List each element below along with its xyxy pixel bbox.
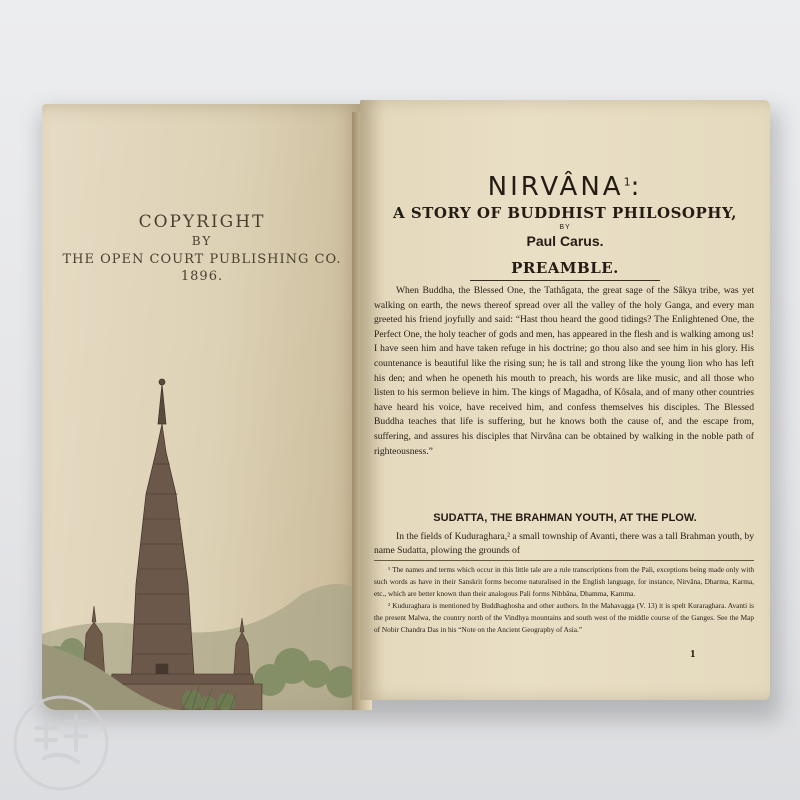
footnotes <box>374 564 754 636</box>
right-page <box>360 100 770 700</box>
title-colon: : <box>630 172 643 202</box>
section-paragraph: In the fields of Kuduraghara,² a small township of Avanti, there was a tall Brahman youth, by name Sudatta, plowing the grounds of <box>374 531 754 557</box>
preamble-paragraph: When Buddha, the Blessed One, the Tathâgata, the great sage of the Sâkya tribe, was yet walking on earth, the news thereof spread over all the valley of the holy Ganga, and every man greeted his friend joyfully and said: “Hast thou heard the good tidings? The Enlightened One, the Perfect One, the holy teacher of gods and men, has appeared in the flesh and is walking among us! I have seen him and have taken refuge in his doctrine; go thou also and see him in his glory. His countenance is beautiful like the rising sun; he is tall and strong like the young lion who has left his den; and when he openeth his mouth to preach, his words are like music, and all those who listen to his sermon believe in him. The kings of Magadha, of Kôsala, and of many other countries have heard his voice, have received him, and confess themselves his disciples. The Blessed Buddha teaches that life is suffering, but he knows both the cause of, and the escape from, suffering, and assures his disciples that Nirvâna can be obtained by walking in the noble path of righteousness.” <box>374 285 754 457</box>
footnote-2: ² Kuduraghara is mentioned by Buddhaghosha and other authors. In the Mahavagga (V. 13) it is spelt Kuraraghara. Avanti is the present Malwa, the country north of the Vindhya mountains and south west of the middle course of the Ganges. See the Map of Nobir Chandra Das in his “Note on the Ancient Geography of Asia.” <box>374 601 754 634</box>
copyright-notice <box>42 212 362 284</box>
footnote-1: ¹ The names and terms which occur in this little tale are a rule transcriptions from the Pali, exceptions being made only with such words as have in their Sanskrit forms become naturalised in the English language, for instance, Nirvâna, Dharma, Karma, etc., which are better known than their analogous Pali forms Nibbâna, Dhamma, Kamma. <box>374 565 754 598</box>
copyright-by: BY <box>191 234 213 248</box>
copyright-publisher: THE OPEN COURT PUBLISHING CO. <box>62 252 342 267</box>
copyright-year: 1896. <box>180 269 224 284</box>
seal-watermark <box>6 688 116 798</box>
left-page <box>42 104 362 710</box>
title-footnote-mark: 1 <box>623 175 631 189</box>
book-title <box>360 172 770 202</box>
copyright-line: COPYRIGHT <box>138 212 266 232</box>
heading-rule <box>470 280 660 281</box>
title-text: NIRVÂNA <box>487 172 624 202</box>
temple-illustration <box>42 344 362 710</box>
page-number: 1 <box>690 648 696 660</box>
footnote-rule <box>374 560 754 561</box>
book-subtitle: A STORY OF BUDDHIST PHILOSOPHY, <box>393 204 737 222</box>
section-heading: SUDATTA, THE BRAHMAN YOUTH, AT THE PLOW. <box>433 512 697 524</box>
preamble-heading: PREAMBLE. <box>511 259 619 277</box>
byline-by: BY <box>559 224 571 231</box>
author-name: Paul Carus. <box>526 233 604 249</box>
